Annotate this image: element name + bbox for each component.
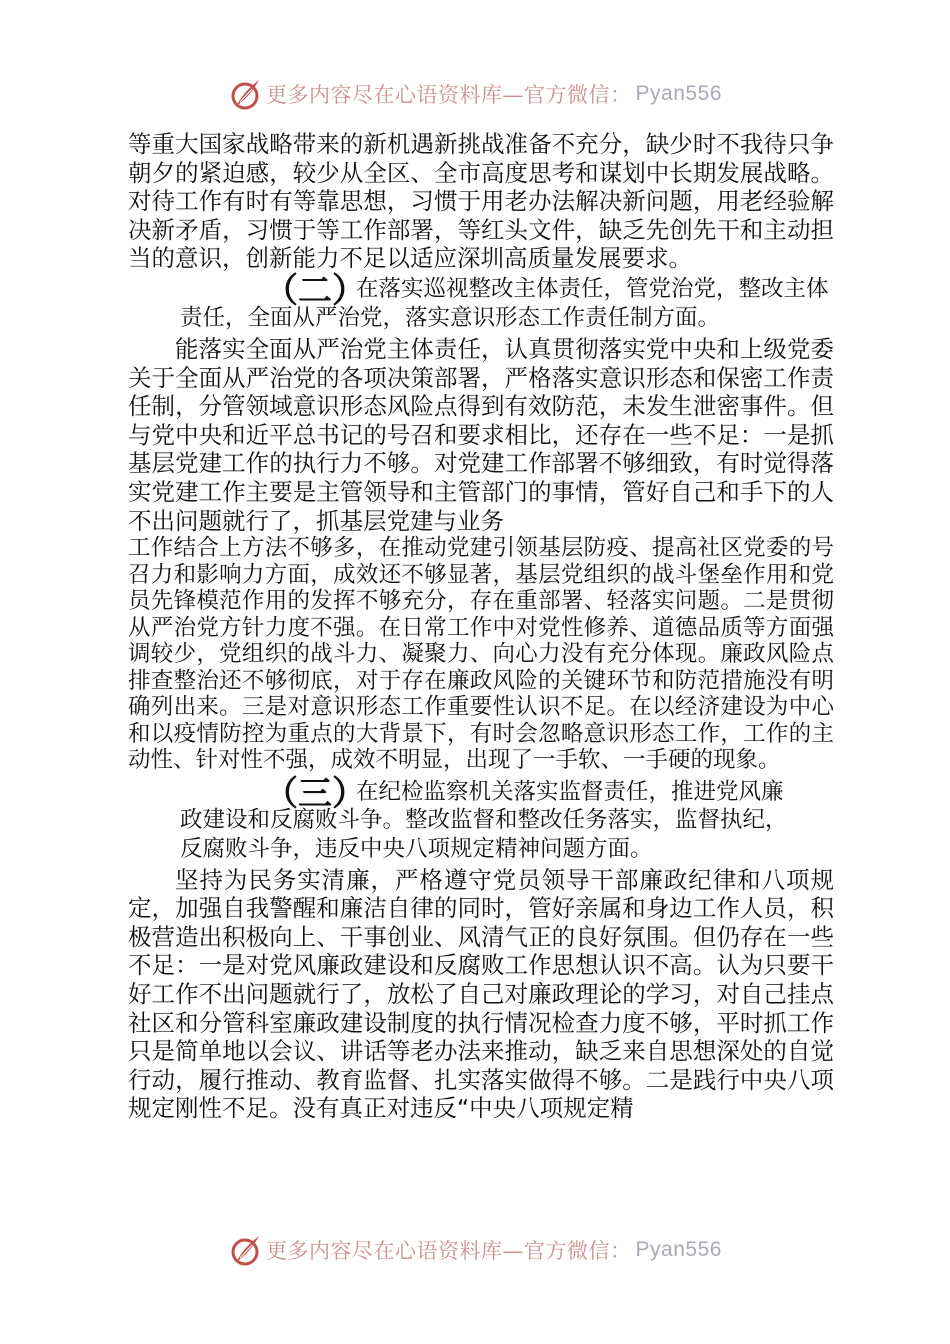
section-heading-3-line3: 反腐败斗争，违反中央八项规定精神问题方面。 xyxy=(180,835,653,862)
paragraph-2b: 工作结合上方法不够多，在推动党建引领基层防疫、提高社区党委的号召力和影响力方面，成效还不够显著，基层党组织的战斗堡垒作用和党员先锋模范作用的发挥不够充分，存在重部署、轻落实问题。二是贯彻从严治党方针力度不强。在日常工作中对党性修养、道德品质等方面强调较少，党组织的战斗力、凝聚力、向心力没有充分体现。廉政风险点排查整治还不够彻底，对于存在廉政风险的关键环节和防范措施没有明确列出来。三是对意识形态工作重要性认识不足。在以经济建设为中心和以疫情防控为重点的大背景下，有时会忽略意识形态工作，工作的主动性、针对性不强，成效不明显，出现了一手软、一手硬的现象。 xyxy=(128,535,834,774)
section-number-2: （二） xyxy=(264,270,366,311)
section-number-3: （三） xyxy=(264,773,366,814)
section-heading-3-line1: 在纪检监察机关落实监督责任，推进党风廉 xyxy=(356,778,784,805)
watermark-text: 更多内容尽在心语资料库—官方微信： xyxy=(266,1239,632,1263)
document-body xyxy=(128,130,834,1123)
section-heading-2 xyxy=(128,270,834,335)
section-heading-2-line1: 在落实巡视整改主体责任，管党治党，整改主体 xyxy=(356,275,829,302)
section-heading-2-line2: 责任，全面从严治党，落实意识形态工作责任制方面。 xyxy=(180,304,721,331)
watermark-banner-top xyxy=(0,74,950,114)
watermark-wechat-id: Pyan556 xyxy=(635,82,722,105)
watermark-wechat-id: Pyan556 xyxy=(635,1238,722,1261)
watermark-banner-bottom xyxy=(0,1230,950,1270)
watermark-text: 更多内容尽在心语资料库—官方微信： xyxy=(266,83,632,107)
feather-logo-icon xyxy=(228,1233,262,1267)
paragraph-3: 坚持为民务实清廉，严格遵守党员领导干部廉政纪律和八项规定，加强自我警醒和廉洁自律的同时，管好亲属和身边工作人员，积极营造出积极向上、干事创业、风清气正的良好氛围。但仍存在一些不足：一是对党风廉政建设和反腐败工作思想认识不高。认为只要干好工作不出问题就行了，放松了自己对廉政理论的学习，对自己挂点社区和分管科室廉政建设制度的执行情况检查力度不够，平时抓工作只是简单地以会议、讲话等老办法来推动，缺乏来自思想深处的自觉行动，履行推动、教育监督、扎实落实做得不够。二是践行中央八项规定刚性不足。没有真正对违反“中央八项规定精 xyxy=(128,865,834,1123)
section-heading-3-line2: 政建设和反腐败斗争。整改监督和整改任务落实，监督执纪， xyxy=(180,807,788,834)
paragraph-2a: 能落实全面从严治党主体责任，认真贯彻落实党中央和上级党委关于全面从严治党的各项决策部署，严格落实意识形态和保密工作责任制，分管领域意识形态风险点得到有效防范，未发生泄密事件。但与党中央和近平总书记的号召和要求相比，还存在一些不足：一是抓基层党建工作的执行力不够。对党建工作部署不够细致，有时觉得落实党建工作主要是主管领导和主管部门的事情，管好自己和手下的人不出问题就行了，抓基层党建与业务 xyxy=(128,334,834,535)
feather-logo-icon xyxy=(228,77,262,111)
section-heading-3 xyxy=(128,773,834,866)
paragraph-1: 等重大国家战略带来的新机遇新挑战准备不充分，缺少时不我待只争朝夕的紧迫感，较少从全区、全市高度思考和谋划中长期发展战略。对待工作有时有等靠思想，习惯于用老办法解决新问题，用老经验解决新矛盾，习惯于等工作部署，等红头文件，缺乏先创先干和主动担当的意识，创新能力不足以适应深圳高质量发展要求。 xyxy=(128,130,834,273)
